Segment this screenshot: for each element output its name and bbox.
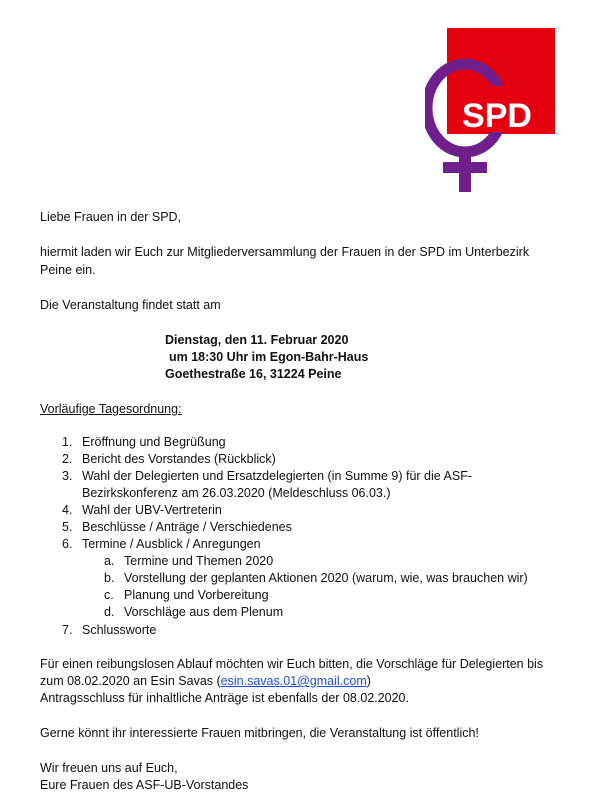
event-time-place: um 18:30 Uhr im Egon-Bahr-Haus: [169, 350, 369, 364]
guests-note: Gerne könnt ihr interessierte Frauen mitbringen, die Veranstaltung ist öffentlich!: [40, 726, 479, 740]
closing-line-3: Antragsschluss für inhaltliche Anträge ist ebenfalls der 08.02.2020.: [40, 691, 409, 705]
agenda-item-num: 6.: [62, 537, 73, 551]
agenda-subitem-text: Vorschläge aus dem Plenum: [124, 605, 284, 619]
greeting: Liebe Frauen in der SPD,: [40, 210, 182, 224]
agenda-item: [62, 434, 226, 452]
agenda-title: Vorläufige Tagesordnung:: [40, 402, 182, 416]
agenda-item-text: Eröffnung und Begrüßung: [82, 435, 226, 449]
sign-off-2: Eure Frauen des ASF-UB-Vorstandes: [40, 778, 249, 792]
agenda-subitem-num: b.: [104, 571, 115, 585]
closing-line-1: Für einen reibungslosen Ablauf möchten wir Euch bitten, die Vorschläge für Delegierten bis: [40, 657, 544, 671]
intro-line-1: hiermit laden wir Euch zur Mitgliederversammlung der Frauen in der SPD im Unterbezirk: [40, 245, 530, 259]
agenda-subitem-num: a.: [104, 554, 115, 568]
agenda-subitem-text: Termine und Themen 2020: [124, 554, 274, 568]
logo-text: SPD: [462, 97, 532, 135]
agenda-item-text: Schlussworte: [82, 623, 157, 637]
agenda-subitem-num: d.: [104, 605, 115, 619]
agenda-subitem: [104, 553, 273, 571]
agenda-item-num: 1.: [62, 435, 73, 449]
agenda-item-num: 2.: [62, 452, 73, 466]
closing-line-2: [40, 673, 371, 691]
agenda-item-text: Beschlüsse / Anträge / Verschiedenes: [82, 520, 292, 534]
agenda-item: [62, 502, 222, 520]
sign-off-1: Wir freuen uns auf Euch,: [40, 761, 178, 775]
intro-line-2: Peine ein.: [40, 263, 96, 277]
agenda-subitem: [104, 587, 269, 605]
agenda-subitem-text: Vorstellung der geplanten Aktionen 2020 (warum, wie, was brauchen wir): [124, 571, 528, 585]
agenda-item: [62, 468, 472, 486]
agenda-item: [62, 519, 292, 537]
agenda-item-text: Termine / Ausblick / Anregungen: [82, 537, 261, 551]
closing-line-2-pre: zum 08.02.2020 an Esin Savas (: [40, 674, 221, 688]
event-address: Goethestraße 16, 31224 Peine: [165, 367, 342, 381]
event-date: Dienstag, den 11. Februar 2020: [165, 333, 349, 347]
logo-venus-bar: [443, 162, 487, 173]
agenda-subitem-num: c.: [104, 588, 114, 602]
agenda-item-num: 5.: [62, 520, 73, 534]
spd-women-logo: [425, 28, 555, 196]
closing-line-2-post: ): [366, 674, 371, 688]
agenda-item-text: Wahl der UBV-Vertreterin: [82, 503, 222, 517]
agenda-item-num: 4.: [62, 503, 73, 517]
agenda-item: [62, 536, 261, 554]
email-link[interactable]: esin.savas.01@gmail.com: [220, 674, 367, 688]
venue-intro: Die Veranstaltung findet statt am: [40, 298, 221, 312]
agenda-subitem: [104, 570, 528, 588]
agenda-subitem-text: Planung und Vorbereitung: [124, 588, 269, 602]
agenda-item-continuation: Bezirkskonferenz am 26.03.2020 (Meldeschluss 06.03.): [82, 486, 391, 500]
agenda-item-num: 7.: [62, 623, 73, 637]
agenda-item-text: Bericht des Vorstandes (Rückblick): [82, 452, 276, 466]
agenda-item: [62, 451, 276, 469]
agenda-item-num: 3.: [62, 469, 73, 483]
agenda-item-text: Wahl der Delegierten und Ersatzdelegierten (in Summe 9) für die ASF-: [82, 469, 472, 483]
agenda-subitem: [104, 604, 283, 622]
agenda-item: [62, 622, 156, 640]
